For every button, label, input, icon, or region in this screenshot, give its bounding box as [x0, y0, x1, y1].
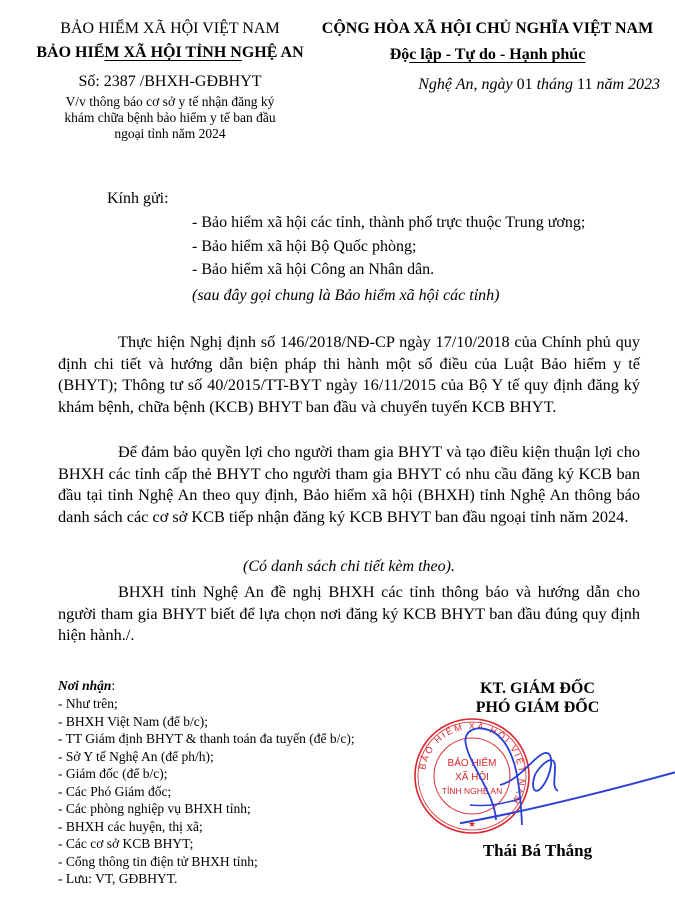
date-month-label: tháng — [536, 76, 574, 93]
recipient-item: - Các Phó Giám đốc; — [58, 783, 172, 799]
recipient-item: - Các cơ sở KCB BHYT; — [58, 836, 194, 851]
svg-text:★: ★ — [467, 820, 477, 830]
motto-underlined: c lập - Tự do - Hạnh phúc — [409, 46, 586, 63]
document-subject — [0, 94, 340, 142]
recipient-item: - BHXH các huyện, thị xã; — [58, 818, 203, 834]
body-paragraph-1: Thực hiện Nghị định số 146/2018/NĐ-CP ngày 17/10/2018 của Chính phủ quy định chi tiết và hướng dẫn biện pháp thi hành một số điều của Luật Bảo hiểm y tế (BHYT); Thông tư số 40/2015/TT-BYT ngày 16/11/2015 của Bộ Y tế quy định đăng ký khám bệnh, chữa bệnh (KCB) BHYT ban đầu và chuyển tuyến KCB BHYT. — [58, 332, 640, 416]
motto-part: Độ — [389, 46, 410, 63]
recipient-item: - Cổng thông tin điện tử BHXH tỉnh; — [58, 853, 258, 869]
date-place: Nghệ An, ngày — [418, 76, 513, 93]
branch-name-part: BẢO HIỂ — [36, 44, 105, 61]
document-number: Số: 2387 /BHXH-GĐBHYT — [78, 73, 262, 90]
svg-text:TỈNH NGHỆ AN: TỈNH NGHỆ AN — [441, 786, 503, 796]
subject-line: V/v thông báo cơ sở y tế nhận đăng ký — [65, 94, 275, 109]
signer-title-1: KT. GIÁM ĐỐC — [480, 680, 595, 697]
addressee-note: (sau đây gọi chung là Bảo hiểm xã hội các tỉnh) — [192, 287, 500, 304]
national-title: CỘNG HÒA XÃ HỘI CHỦ NGHĨA VIỆT NAM — [321, 20, 654, 37]
addressee-item: - Bảo hiểm xã hội Công an Nhân dân. — [192, 261, 435, 278]
signer-title-2: PHÓ GIÁM ĐỐC — [475, 699, 600, 716]
svg-text:XÃ HỘI: XÃ HỘI — [455, 772, 489, 783]
recipient-item: - BHXH Việt Nam (để b/c); — [58, 713, 209, 729]
recipient-item: - Lưu: VT, GĐBHYT. — [58, 871, 178, 886]
recipient-item: - Như trên; — [58, 696, 118, 711]
date-day: 01 — [516, 76, 533, 93]
national-motto — [300, 46, 675, 64]
document-date — [418, 76, 660, 94]
recipient-item: - Giám đốc (để b/c); — [58, 766, 168, 781]
recipient-item: - Các phòng nghiệp vụ BHXH tỉnh; — [58, 801, 251, 816]
branch-name — [0, 44, 340, 62]
recipient-item: - Sở Y tế Nghệ An (để ph/h); — [58, 748, 214, 764]
recipient-item: - TT Giám định BHYT & thanh toán đa tuyến (để b/c); — [58, 731, 355, 746]
date-year: năm 2023 — [596, 76, 660, 93]
addressee-item: - Bảo hiểm xã hội các tỉnh, thành phố trực thuộc Trung ương; — [192, 214, 586, 231]
addressee-item: - Bảo hiểm xã hội Bộ Quốc phòng; — [192, 238, 417, 255]
svg-text:BẢO HIỂM XÃ HỘI VIỆT NAM: BẢO HIỂM XÃ HỘI VIỆT NAM — [417, 720, 528, 807]
handwritten-signature-icon — [460, 725, 675, 835]
branch-name-underlined: M XÃ HỘI TỈNH N — [104, 44, 242, 61]
body-paragraph-2: Để đảm bảo quyền lợi cho người tham gia BHYT và tạo điều kiện thuận lợi cho BHXH các tỉnh cấp thẻ BHYT cho người tham gia BHYT có nhu cầu đăng ký KCB ban đầu tại tỉnh Nghệ An theo quy định, Bảo hiểm xã hội (BHXH) tỉnh Nghệ An thông báo danh sách các cơ sở KCB tiếp nhận đăng ký KCB BHYT ban đầu ngoại tỉnh năm 2024. — [58, 442, 640, 526]
branch-name-part: GHỆ AN — [241, 44, 304, 61]
signer-name: Thái Bá Thắng — [482, 841, 593, 860]
attachment-note: (Có danh sách chi tiết kèm theo). — [243, 558, 455, 575]
subject-line: ngoại tỉnh năm 2024 — [114, 126, 226, 141]
recipients-title-text: Nơi nhận — [58, 678, 112, 693]
recipients-title — [58, 678, 115, 694]
recipients-title-colon: : — [111, 678, 116, 693]
agency-name: BẢO HIỂM XÃ HỘI VIỆT NAM — [60, 20, 280, 37]
subject-line: khám chữa bệnh bảo hiểm y tế ban đầu — [64, 110, 276, 125]
svg-text:BẢO HIỂM: BẢO HIỂM — [447, 758, 497, 769]
date-month: 11 — [577, 76, 593, 93]
body-paragraph-3: BHXH tỉnh Nghệ An đề nghị BHXH các tỉnh thông báo và hướng dẫn cho người tham gia BHYT biết để lựa chọn nơi đăng ký KCB BHYT ban đầu đúng quy định hiện hành./. — [58, 582, 640, 644]
recipients-list — [58, 695, 355, 888]
salutation: Kính gửi: — [107, 190, 169, 207]
